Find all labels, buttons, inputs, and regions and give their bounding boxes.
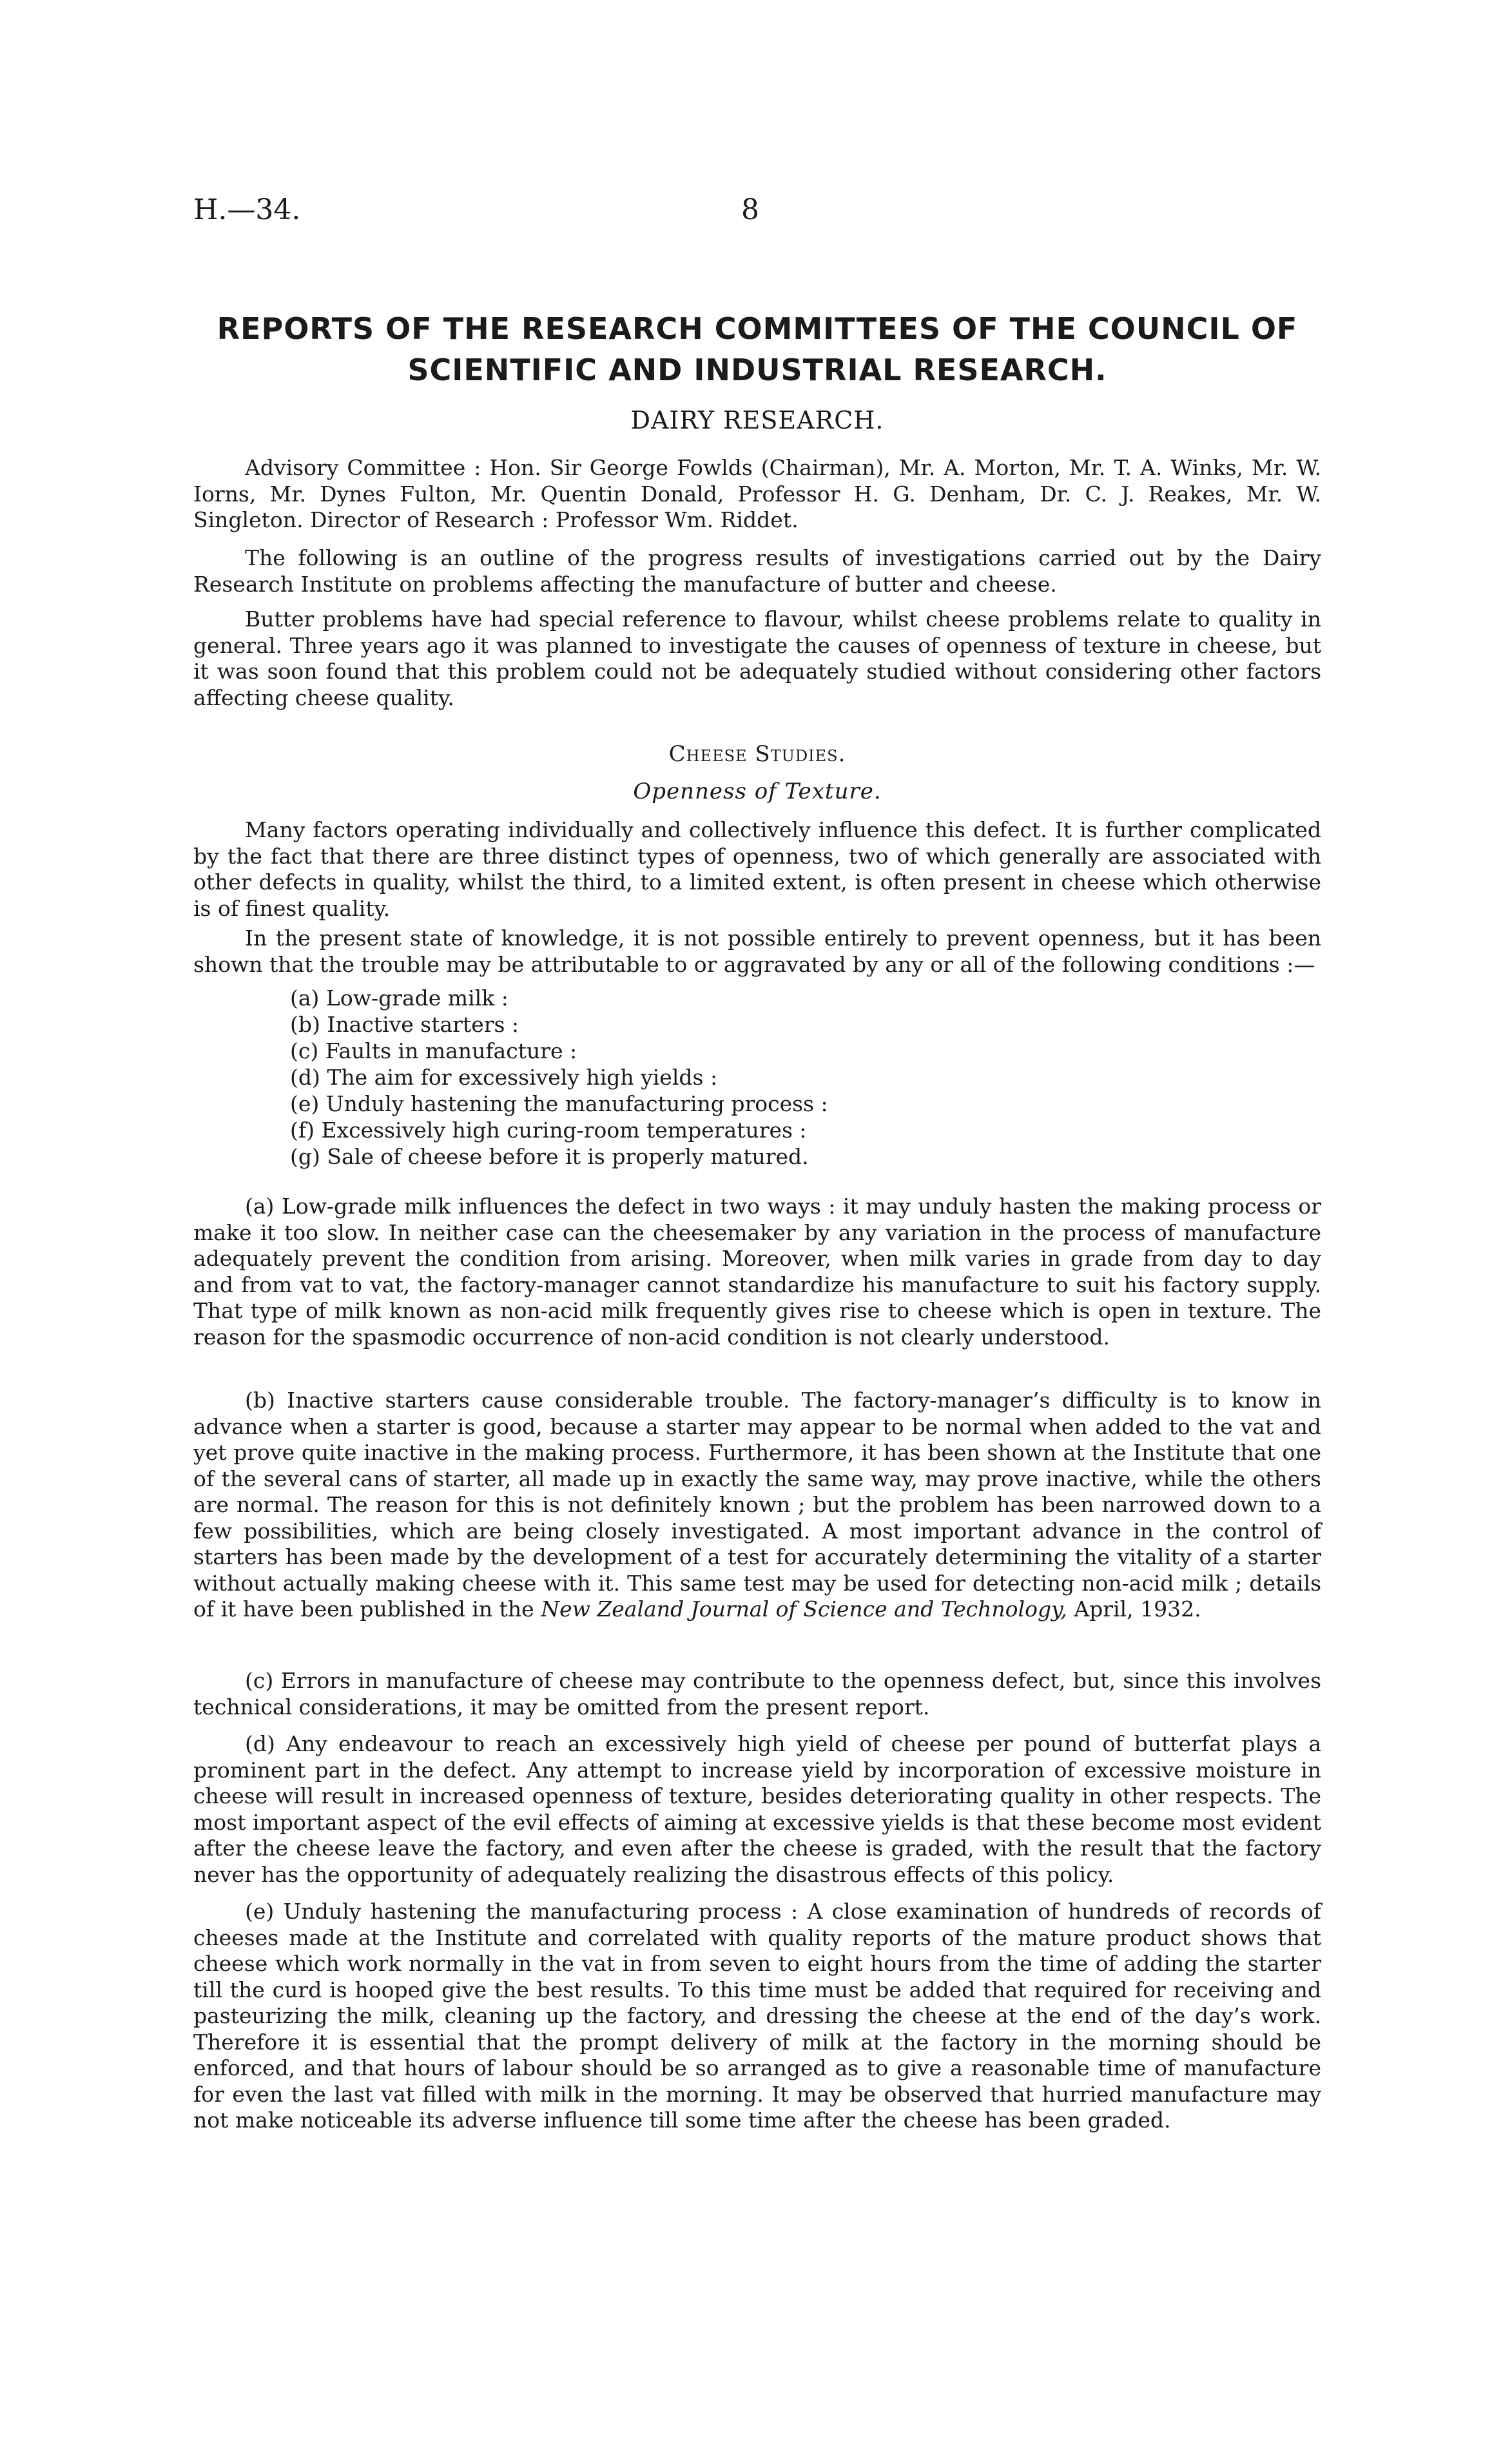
journal-title: New Zealand Journal of Science and Technology, <box>541 1596 1067 1622</box>
publication-date: April, 1932. <box>1074 1596 1201 1622</box>
document-reference: H.—34. <box>193 193 301 226</box>
list-item: (f) Excessively high curing-room temperatures : <box>290 1118 807 1143</box>
page-number: 8 <box>741 193 759 226</box>
page-title: REPORTS OF THE RESEARCH COMMITTEES OF THE COUNCIL OF SCIENTIFIC AND INDUSTRIAL RESEARCH. <box>217 311 1298 387</box>
openness-heading: Openness of Texture. <box>633 779 882 804</box>
paragraph-a: (a) Low-grade milk influences the defect in two ways : it may unduly hasten the making process or make it too slow. In neither case can the cheesemaker by any variation in the process of manufacture adequately prevent the condition from arising. Moreover, when milk varies in grade from day to day and from vat to vat, the factory-manager cannot standardize his manufacture to suit his factory supply. That type of milk known as non-acid milk frequently gives rise to cheese which is open in texture. The reason for the spasmodic occurrence of non-acid condition is not clearly understood. <box>193 1194 1321 1350</box>
cheese-studies-heading: Cheese Studies. <box>668 741 846 767</box>
paragraph-e: (e) Unduly hastening the manufacturing process : A close examination of hundreds of records of cheeses made at the Institute and correlated with quality reports of the mature product shows that cheese which work normally in the vat in from seven to eight hours from the time of adding the starter till the curd is hooped give the best results. To this time must be added that required for receiving and pasteurizing the milk, cleaning up the factory, and dressing the cheese at the end of the day’s work. Therefore it is essential that the prompt delivery of milk at the factory in the morning should be enforced, and that hours of labour should be so arranged as to give a reasonable time of manufacture for even the last vat filled with milk in the morning. It may be observed that hurried manufacture may not make noticeable its adverse influence till some time after the cheese has been graded. <box>193 1899 1321 2133</box>
list-item: (a) Low-grade milk : <box>290 985 509 1011</box>
advisory-committee-paragraph: Advisory Committee : Hon. Sir George Fowlds (Chairman), Mr. A. Morton, Mr. T. A. Winks, Mr. W. Iorns, Mr. Dynes Fulton, Mr. Quentin Donald, Professor H. G. Denham, Dr. C. J. Reakes, Mr. W. Singleton. Director of Research : Professor Wm. Riddet. <box>193 455 1321 532</box>
list-item: (b) Inactive starters : <box>290 1012 519 1037</box>
paragraph-d: (d) Any endeavour to reach an excessively high yield of cheese per pound of butterfat plays a prominent part in the defect. Any attempt to increase yield by incorporation of excessive moisture in cheese will result in increased openness of texture, besides deteriorating quality in other respects. The most important aspect of the evil effects of aiming at excessive yields is that these become most evident after the cheese leave the factory, and even after the cheese is graded, with the result that the factory never has the opportunity of adequately realizing the disastrous effects of this policy. <box>193 1731 1321 1887</box>
conditions-list <box>290 985 1192 1170</box>
paragraph-b <box>193 1388 1321 1623</box>
factors-paragraph: Many factors operating individually and collectively influence this defect. It is further complicated by the fact that there are three distinct types of openness, two of which generally are associated with other defects in quality, whilst the third, to a limited extent, is often present in cheese which otherwise is of finest quality. <box>193 817 1321 921</box>
list-item: (e) Unduly hastening the manufacturing process : <box>290 1091 828 1116</box>
paragraph-c: (c) Errors in manufacture of cheese may contribute to the openness defect, but, since this involves technical considerations, it may be omitted from the present report. <box>193 1668 1321 1720</box>
list-item: (g) Sale of cheese before it is properly matured. <box>290 1144 809 1169</box>
paragraph-b-text: (b) Inactive starters cause considerable trouble. The factory-manager’s difficulty is to know in advance when a starter is good, because a starter may appear to be normal when added to the vat and yet prove quite inactive in the making process. Furthermore, it has been shown at the Institute that one of the several cans of starter, all made up in exactly the same way, may prove inactive, while the others are normal. The reason for this is not definitely known ; but the problem has been narrowed down to a few possibilities, which are being closely investigated. A most important advance in the control of starters has been made by the development of a test for accurately determining the vitality of a starter without actually making cheese with it. This same test may be used for detecting non-acid milk ; details of it have been published in the <box>193 1388 1321 1622</box>
list-item: (d) The aim for excessively high yields : <box>290 1065 718 1090</box>
knowledge-paragraph: In the present state of knowledge, it is not possible entirely to prevent openness, but it has been shown that the trouble may be attributable to or aggravated by any or all of the following conditions :— <box>193 925 1321 977</box>
dairy-research-heading: DAIRY RESEARCH. <box>630 406 884 434</box>
butter-problems-paragraph: Butter problems have had special reference to flavour, whilst cheese problems relate to quality in general. Three years ago it was planned to investigate the causes of openness of texture in cheese, but it was soon found that this problem could not be adequately studied without considering other factors affecting cheese quality. <box>193 606 1321 710</box>
outline-paragraph: The following is an outline of the progress results of investigations carried out by the Dairy Research Institute on problems affecting the manufacture of butter and cheese. <box>193 545 1321 597</box>
list-item: (c) Faults in manufacture : <box>290 1038 577 1063</box>
